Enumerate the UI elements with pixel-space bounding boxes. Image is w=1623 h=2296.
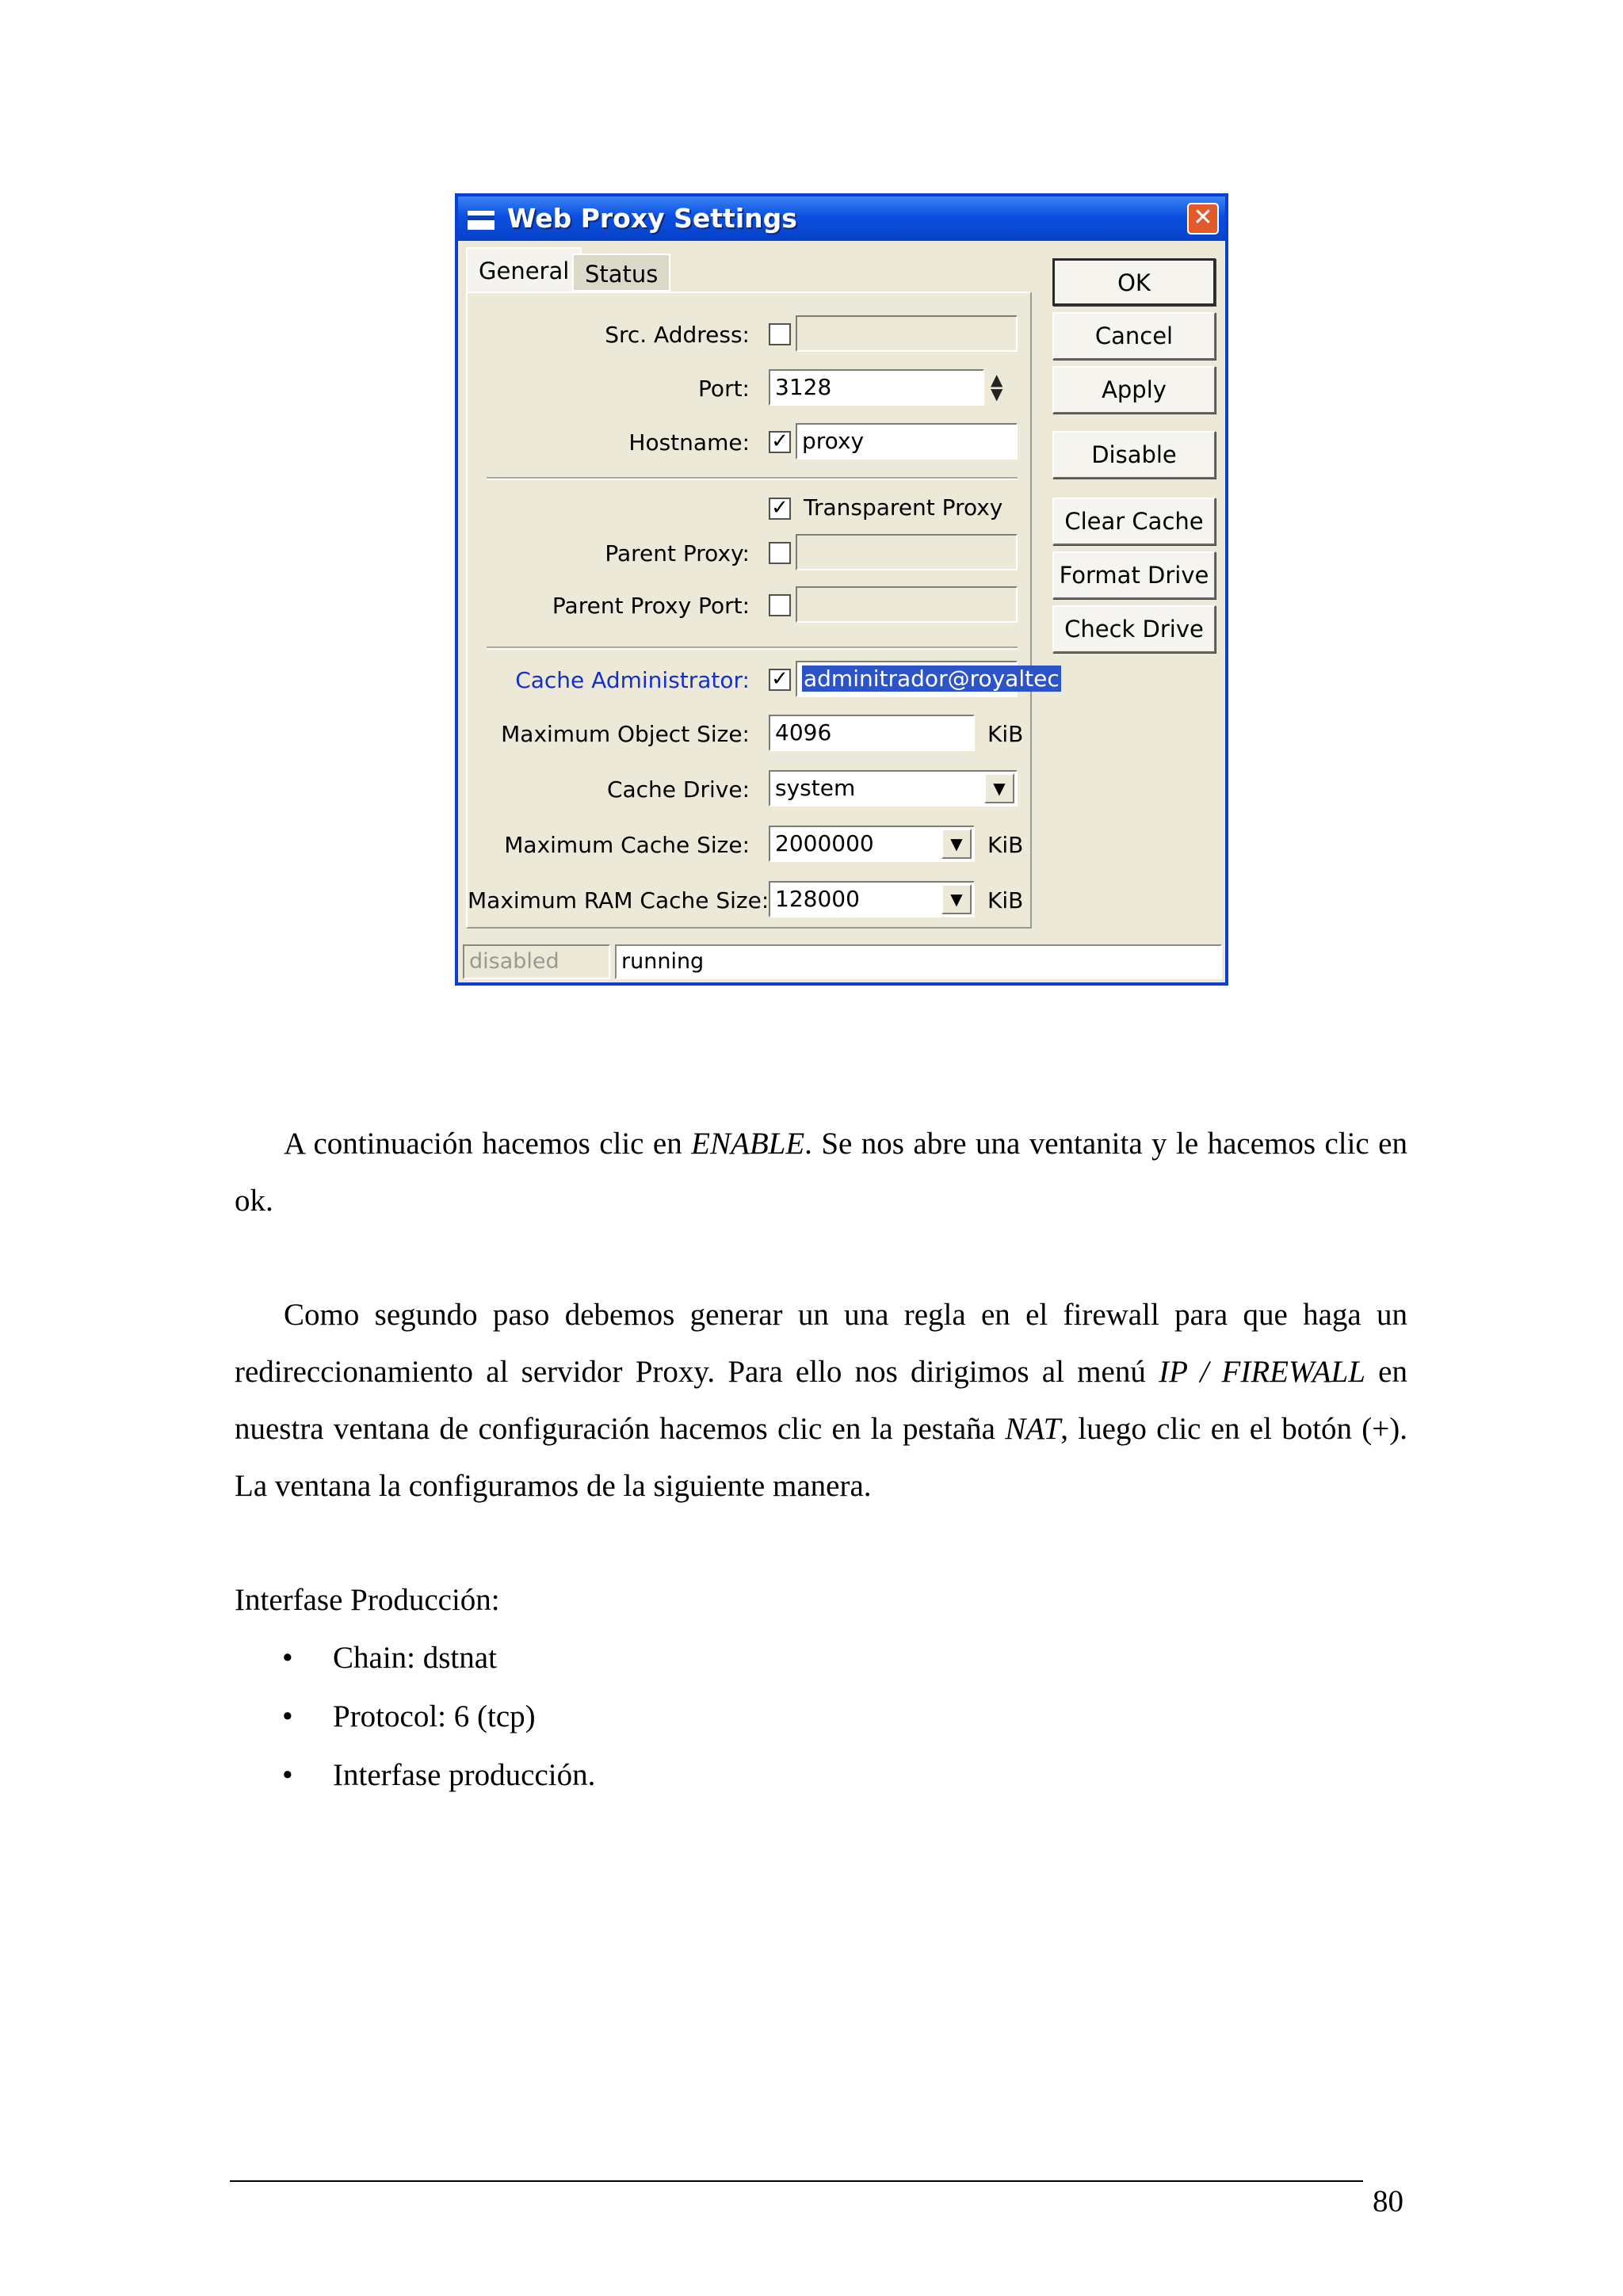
paragraph-enable (235, 1116, 1407, 1230)
src-address-label: Src. Address: (605, 322, 750, 348)
max-ram-cache-size-unit: KiB (987, 887, 1024, 913)
status-disabled: disabled (463, 944, 610, 979)
bullet-icon: • (282, 1758, 293, 1792)
parent-proxy-port-label: Parent Proxy Port: (552, 593, 750, 619)
window-title: Web Proxy Settings (507, 203, 797, 234)
cache-administrator-value: adminitrador@royaltec (804, 666, 1060, 692)
max-ram-cache-size-label: Maximum RAM Cache Size: (468, 887, 769, 913)
clear-cache-button[interactable]: Clear Cache (1052, 498, 1216, 545)
paragraph-firewall-text-3: , luego clic en el botón (+). La ventana la configuramos de la siguiente manera. (235, 1412, 1408, 1503)
paragraph-firewall (235, 1287, 1407, 1515)
paragraph-firewall-text-1: Como segundo paso debemos generar un una regla en el firewall para que haga un redireccionamiento al servidor Proxy. Para ello nos dirigimos al menú (235, 1298, 1407, 1389)
window-icon (468, 211, 495, 230)
hostname-label: Hostname: (628, 429, 750, 456)
port-spin-down-icon[interactable]: ▼ (991, 384, 1003, 403)
section-heading: Interfase Producción: (235, 1583, 500, 1617)
cache-administrator-label: Cache Administrator: (515, 667, 750, 693)
port-label: Port: (698, 376, 750, 402)
paragraph-enable-text-2: . Se nos abre una ventanita y le hacemos clic en ok. (235, 1127, 1407, 1218)
title-bar[interactable] (458, 196, 1225, 241)
max-cache-size-dropdown-icon[interactable]: ▼ (941, 829, 972, 859)
web-proxy-settings-window (455, 193, 1228, 986)
bullet-item: Chain: dstnat (333, 1641, 497, 1675)
max-cache-size-field[interactable]: 2000000 (769, 826, 975, 862)
separator (487, 477, 1018, 480)
max-cache-size-unit: KiB (987, 832, 1024, 858)
src-address-field[interactable] (796, 315, 1018, 352)
parent-proxy-label: Parent Proxy: (605, 540, 750, 566)
apply-button[interactable]: Apply (1052, 366, 1216, 414)
format-drive-button[interactable]: Format Drive (1052, 551, 1216, 599)
bullet-icon: • (282, 1699, 293, 1733)
cache-drive-label: Cache Drive: (606, 776, 750, 803)
transparent-proxy-checkbox[interactable]: ✓ (769, 498, 791, 520)
status-bar (463, 944, 1222, 979)
src-address-checkbox[interactable] (769, 323, 791, 345)
ok-button[interactable]: OK (1052, 258, 1216, 306)
max-object-size-field[interactable]: 4096 (769, 715, 975, 751)
ip-firewall-emphasis: IP / FIREWALL (1159, 1355, 1365, 1389)
cache-drive-select[interactable]: system (769, 770, 1018, 807)
disable-button[interactable]: Disable (1052, 431, 1216, 479)
max-cache-size-label: Maximum Cache Size: (504, 832, 750, 858)
enable-emphasis: ENABLE (691, 1127, 805, 1161)
port-field[interactable]: 3128 (769, 369, 984, 406)
parent-proxy-checkbox[interactable] (769, 542, 791, 564)
close-button[interactable]: ✕ (1187, 203, 1219, 235)
paragraph-firewall-text-2: en nuestra ventana de configuración hacemos clic en la pestaña (235, 1355, 1407, 1446)
footer-rule (230, 2180, 1363, 2182)
bullet-icon: • (282, 1641, 293, 1675)
cache-administrator-checkbox[interactable]: ✓ (769, 669, 791, 691)
transparent-proxy-label: Transparent Proxy (804, 494, 1003, 521)
status-running: running (615, 944, 1222, 979)
max-object-size-unit: KiB (987, 721, 1024, 747)
nat-emphasis: NAT (1005, 1412, 1061, 1446)
tab-general[interactable]: General (466, 247, 582, 292)
parent-proxy-port-checkbox[interactable] (769, 594, 791, 616)
max-ram-cache-size-dropdown-icon[interactable]: ▼ (941, 884, 972, 914)
hostname-checkbox[interactable]: ✓ (769, 431, 791, 453)
cache-drive-dropdown-icon[interactable]: ▼ (984, 773, 1014, 803)
parent-proxy-field[interactable] (796, 534, 1018, 570)
bullet-item: Interfase producción. (333, 1758, 596, 1792)
max-ram-cache-size-field[interactable]: 128000 (769, 881, 975, 917)
check-drive-button[interactable]: Check Drive (1052, 605, 1216, 653)
tab-status[interactable]: Status (572, 254, 670, 292)
cancel-button[interactable]: Cancel (1052, 312, 1216, 360)
general-panel (466, 292, 1060, 929)
separator (487, 646, 1018, 650)
cache-administrator-field[interactable] (796, 661, 1060, 697)
paragraph-enable-text-1: A continuación hacemos clic en (284, 1127, 692, 1161)
hostname-field[interactable]: proxy (796, 423, 1018, 460)
parent-proxy-port-field[interactable] (796, 586, 1018, 623)
max-object-size-label: Maximum Object Size: (501, 721, 750, 747)
port-spin-up-icon[interactable]: ▲ (991, 370, 1003, 389)
page-number: 80 (1373, 2184, 1403, 2218)
bullet-item: Protocol: 6 (tcp) (333, 1699, 536, 1733)
